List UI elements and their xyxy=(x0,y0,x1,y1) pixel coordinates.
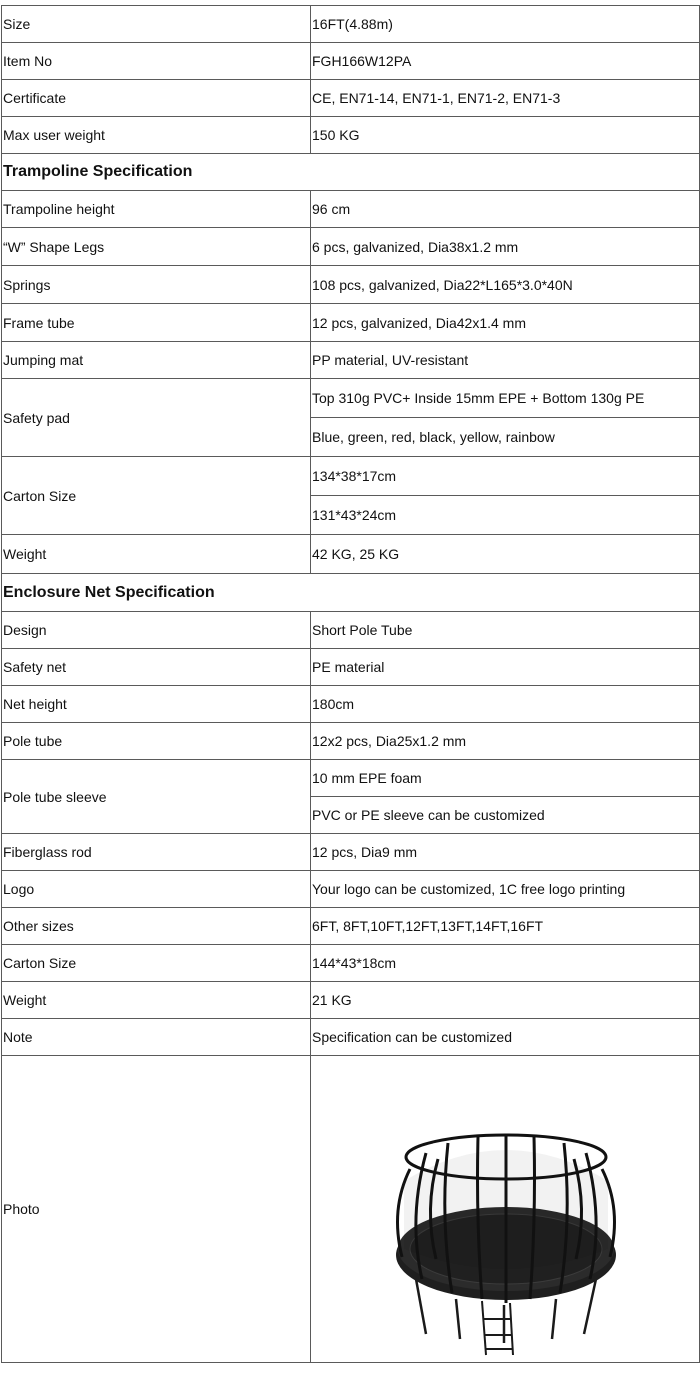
table-row xyxy=(2,723,700,760)
row-value: 21 KG xyxy=(311,982,700,1019)
row-value: 12 pcs, Dia9 mm xyxy=(311,834,700,871)
table-row xyxy=(2,379,700,418)
photo-label: Photo xyxy=(2,1056,311,1363)
row-value: PP material, UV-resistant xyxy=(311,342,700,379)
table-row xyxy=(2,649,700,686)
table-row xyxy=(2,304,700,342)
row-label: Carton Size xyxy=(2,457,311,535)
row-label: Fiberglass rod xyxy=(2,834,311,871)
table-row xyxy=(2,686,700,723)
table-row xyxy=(2,43,700,80)
table-row xyxy=(2,908,700,945)
row-value: Specification can be customized xyxy=(311,1019,700,1056)
enclosure-section-header: Enclosure Net Specification xyxy=(2,574,700,612)
row-label: Weight xyxy=(2,535,311,574)
row-value: 180cm xyxy=(311,686,700,723)
row-label: Jumping mat xyxy=(2,342,311,379)
table-row xyxy=(2,342,700,379)
row-value: PVC or PE sleeve can be customized xyxy=(311,797,700,834)
row-label: Pole tube xyxy=(2,723,311,760)
row-value: 6FT, 8FT,10FT,12FT,13FT,14FT,16FT xyxy=(311,908,700,945)
row-value: 134*38*17cm xyxy=(311,457,700,496)
table-row xyxy=(2,117,700,154)
table-row xyxy=(2,6,700,43)
row-label: Logo xyxy=(2,871,311,908)
table-row xyxy=(2,535,700,574)
table-row xyxy=(2,760,700,797)
row-label: Weight xyxy=(2,982,311,1019)
row-value: 144*43*18cm xyxy=(311,945,700,982)
spec-table xyxy=(1,5,700,1363)
row-value: Top 310g PVC+ Inside 15mm EPE + Bottom 130g PE xyxy=(311,379,700,418)
row-label: Safety pad xyxy=(2,379,311,457)
row-label: Max user weight xyxy=(2,117,311,154)
trampoline-section-header: Trampoline Specification xyxy=(2,154,700,191)
table-row xyxy=(2,945,700,982)
row-label: “W” Shape Legs xyxy=(2,228,311,266)
row-label: Other sizes xyxy=(2,908,311,945)
table-row xyxy=(2,871,700,908)
row-label: Safety net xyxy=(2,649,311,686)
row-label: Design xyxy=(2,612,311,649)
row-label: Carton Size xyxy=(2,945,311,982)
row-value: CE, EN71-14, EN71-1, EN71-2, EN71-3 xyxy=(311,80,700,117)
table-row xyxy=(2,1019,700,1056)
row-value: Your logo can be customized, 1C free logo printing xyxy=(311,871,700,908)
row-value: Blue, green, red, black, yellow, rainbow xyxy=(311,418,700,457)
row-value: FGH166W12PA xyxy=(311,43,700,80)
table-row xyxy=(2,982,700,1019)
row-value: 108 pcs, galvanized, Dia22*L165*3.0*40N xyxy=(311,266,700,304)
table-row xyxy=(2,457,700,496)
row-label: Certificate xyxy=(2,80,311,117)
row-label: Size xyxy=(2,6,311,43)
row-label: Trampoline height xyxy=(2,191,311,228)
row-label: Note xyxy=(2,1019,311,1056)
row-label: Pole tube sleeve xyxy=(2,760,311,834)
row-label: Net height xyxy=(2,686,311,723)
row-value: 10 mm EPE foam xyxy=(311,760,700,797)
table-row xyxy=(2,266,700,304)
row-value: 96 cm xyxy=(311,191,700,228)
table-row xyxy=(2,80,700,117)
row-value: 16FT(4.88m) xyxy=(311,6,700,43)
photo-cell xyxy=(311,1056,700,1363)
row-value: PE material xyxy=(311,649,700,686)
table-row xyxy=(2,612,700,649)
row-value: 6 pcs, galvanized, Dia38x1.2 mm xyxy=(311,228,700,266)
table-row xyxy=(2,228,700,266)
trampoline-photo xyxy=(386,1129,626,1359)
row-value: 12 pcs, galvanized, Dia42x1.4 mm xyxy=(311,304,700,342)
table-row xyxy=(2,834,700,871)
row-value: Short Pole Tube xyxy=(311,612,700,649)
photo-row xyxy=(2,1056,700,1363)
row-label: Springs xyxy=(2,266,311,304)
row-value: 131*43*24cm xyxy=(311,496,700,535)
row-value: 42 KG, 25 KG xyxy=(311,535,700,574)
row-label: Item No xyxy=(2,43,311,80)
row-value: 12x2 pcs, Dia25x1.2 mm xyxy=(311,723,700,760)
row-label: Frame tube xyxy=(2,304,311,342)
section-header-row xyxy=(2,574,700,612)
section-header-row xyxy=(2,154,700,191)
table-row xyxy=(2,191,700,228)
row-value: 150 KG xyxy=(311,117,700,154)
